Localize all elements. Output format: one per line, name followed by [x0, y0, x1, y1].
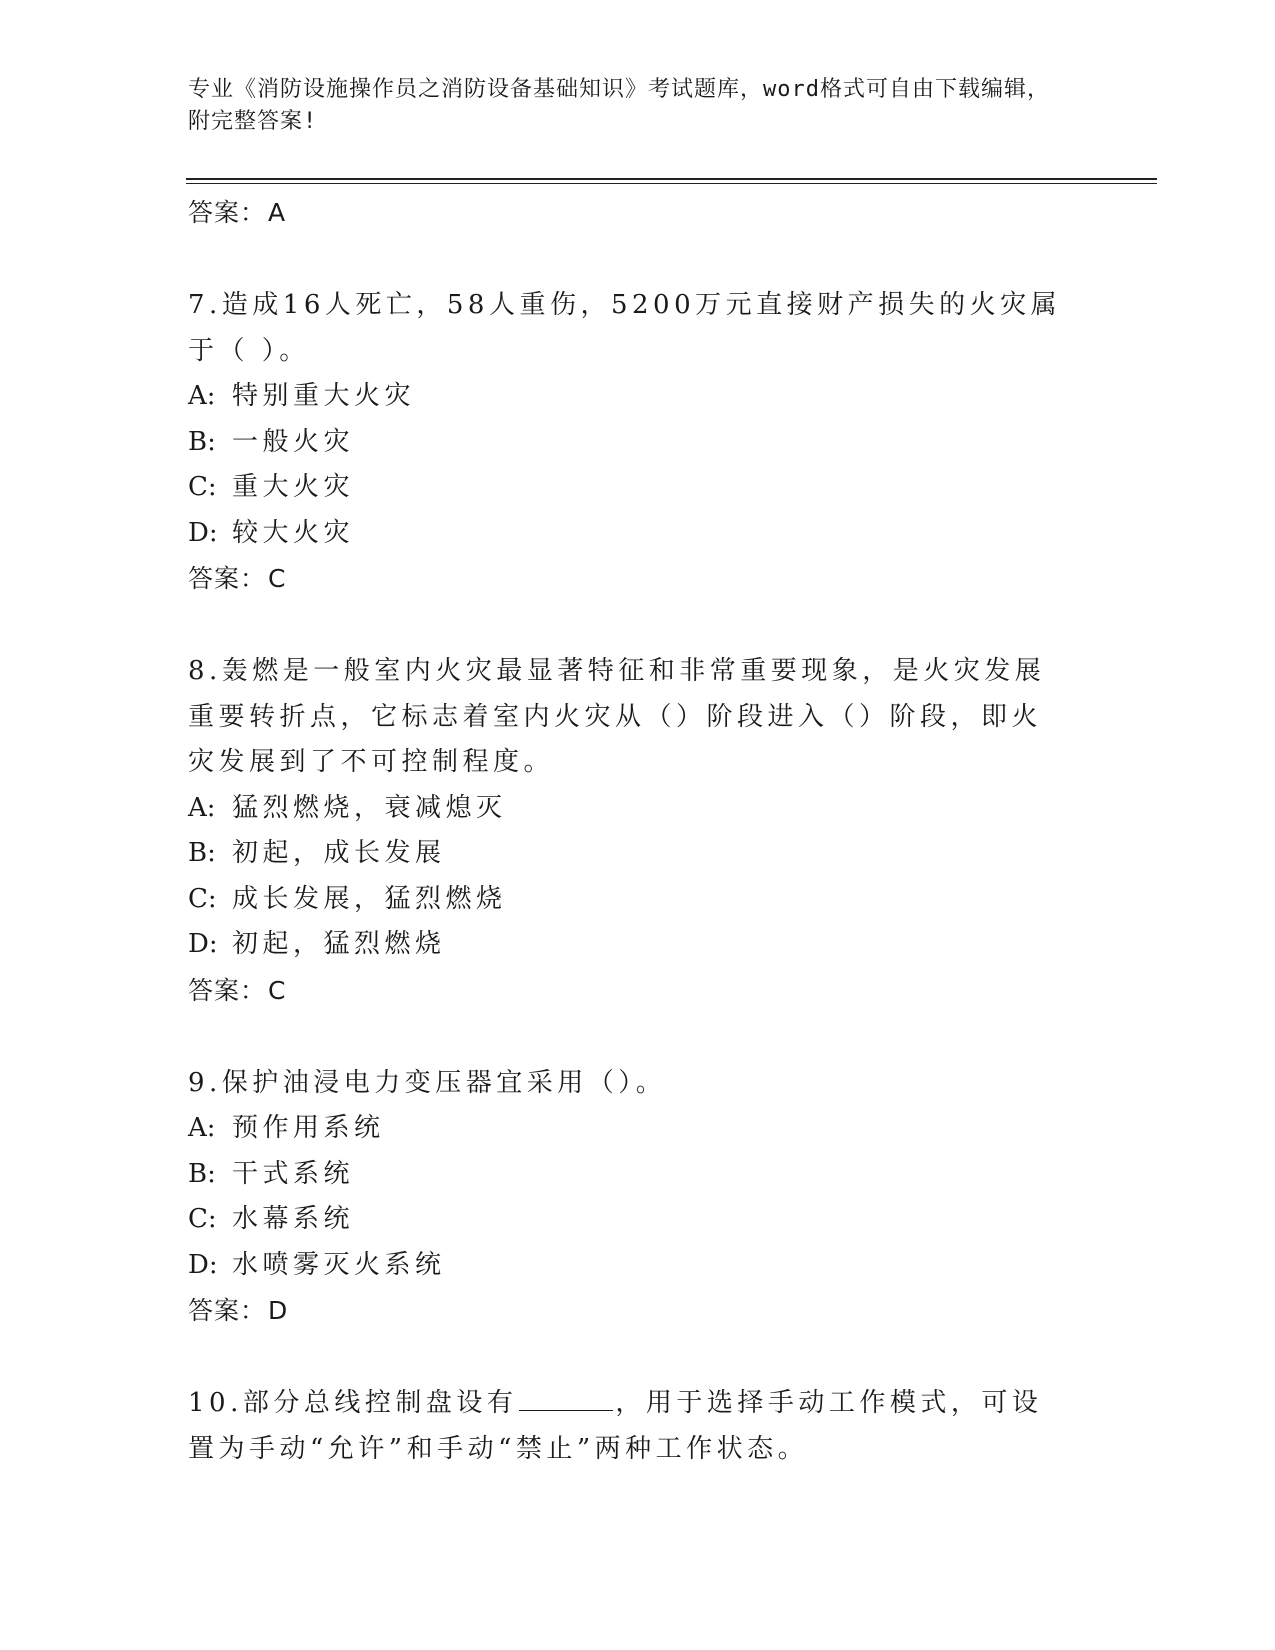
option-a: [188, 374, 1068, 420]
header-description: 专业《消防设施操作员之消防设备基础知识》考试题库，word格式可自由下载编辑，附完整答案!: [188, 77, 1050, 134]
option-key: D:: [188, 929, 218, 959]
option-key: D:: [188, 517, 218, 548]
option-key: A:: [188, 792, 216, 823]
answer-label: 答案：: [188, 975, 267, 1005]
question-list: [188, 190, 1068, 1472]
option-text: 特别重大火灾: [232, 381, 416, 411]
answer-line: [188, 1288, 1068, 1334]
header-divider-thin: [186, 183, 1157, 184]
option-key: A:: [188, 381, 216, 411]
option-text: 水喷雾灭火系统: [232, 1249, 446, 1280]
option-key: C:: [188, 472, 217, 502]
option-key: B:: [188, 426, 216, 457]
option-key: B:: [188, 1158, 216, 1189]
option-text: 一般火灾: [232, 426, 355, 457]
option-key: B:: [188, 838, 216, 868]
option-key: D:: [188, 1249, 218, 1280]
option-text: 水幕系统: [232, 1204, 355, 1234]
option-key: A:: [188, 1113, 216, 1143]
option-text: 初起，猛烈燃烧: [232, 929, 446, 959]
question-item: [188, 1381, 1068, 1472]
option-text: 成长发展，猛烈燃烧: [232, 883, 507, 914]
question-text-before-blank: 10.部分总线控制盘设有: [188, 1388, 518, 1418]
option-b: [188, 1152, 1068, 1198]
option-d: [188, 511, 1068, 557]
option-b: [188, 420, 1068, 466]
answer-value: D: [268, 1296, 289, 1325]
option-c: [188, 465, 1068, 511]
option-text: 较大火灾: [232, 517, 355, 548]
question-item: [188, 649, 1068, 1014]
answer-label: 答案：: [188, 564, 267, 593]
option-b: [188, 831, 1068, 877]
answer-value: C: [268, 564, 287, 593]
header-divider: [186, 178, 1157, 180]
answer-value: C: [268, 975, 287, 1005]
fill-in-blank: [519, 1388, 613, 1411]
answer-line: [188, 190, 1068, 236]
option-text: 初起，成长发展: [232, 838, 446, 868]
question-text-after-blank: ，用于选择手动工作模式，可设置为手动“允许”和手动“禁止”两种工作状态。: [188, 1388, 1043, 1464]
option-a: [188, 1106, 1068, 1152]
document-header: [188, 74, 1068, 138]
answer-line: [188, 968, 1068, 1014]
question-text: 9.保护油浸电力变压器宜采用（）。: [188, 1067, 667, 1098]
question-item: [188, 1061, 1068, 1335]
option-text: 预作用系统: [232, 1113, 385, 1143]
answer-label: 答案：: [188, 1296, 267, 1325]
answer-line: [188, 556, 1068, 602]
option-d: [188, 1243, 1068, 1289]
question-text: [188, 1381, 1068, 1472]
option-text: 干式系统: [232, 1158, 355, 1189]
option-c: [188, 1197, 1068, 1243]
answer-label: 答案：: [188, 198, 267, 227]
question-text: 8.轰燃是一般室内火灾最显著特征和非常重要现象，是火灾发展重要转折点，它标志着室内火灾从（）阶段进入（）阶段，即火灾发展到了不可控制程度。: [188, 656, 1046, 777]
option-d: [188, 922, 1068, 968]
option-key: C:: [188, 883, 217, 914]
option-text: 猛烈燃烧，衰减熄灭: [232, 792, 507, 823]
option-c: [188, 877, 1068, 923]
option-text: 重大火灾: [232, 472, 355, 502]
question-item: [188, 283, 1068, 602]
question-text: 7.造成16人死亡，58人重伤，5200万元直接财产损失的火灾属于（ ）。: [188, 290, 1062, 366]
option-key: C:: [188, 1204, 217, 1234]
answer-value: A: [268, 198, 287, 227]
option-a: [188, 786, 1068, 832]
